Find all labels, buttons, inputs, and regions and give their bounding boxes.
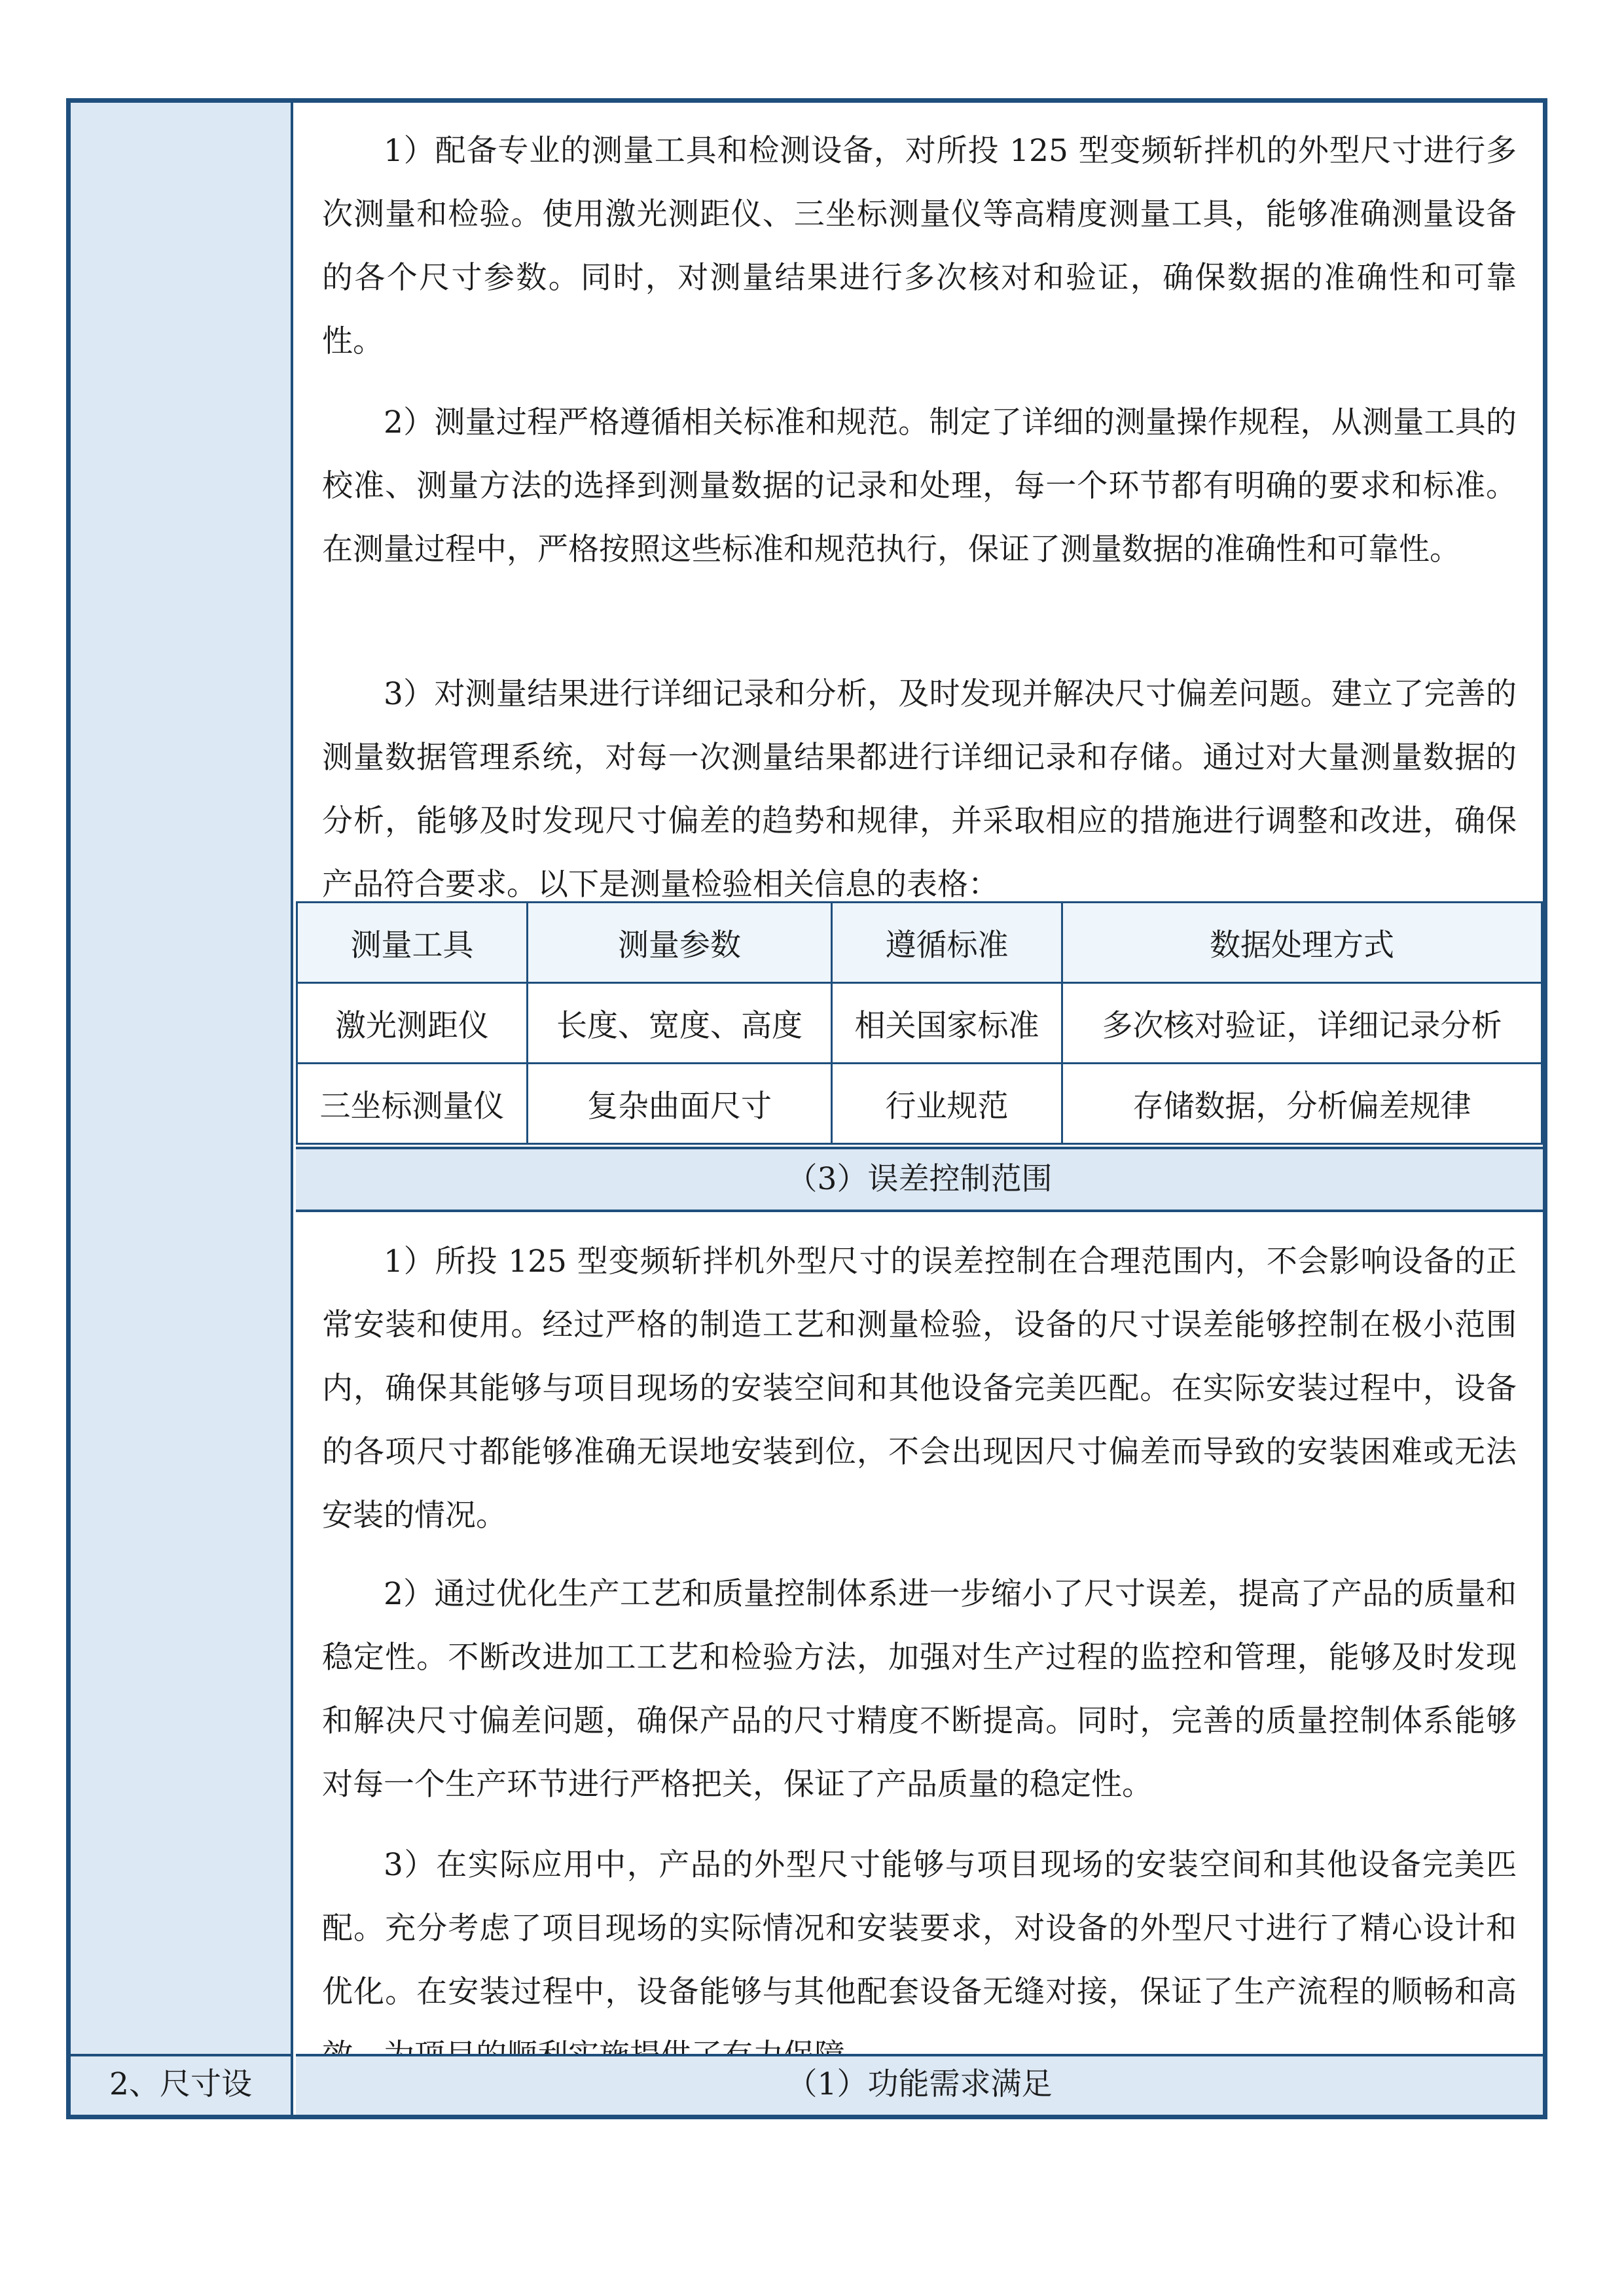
- paragraph-process-optimization: 2）通过优化生产工艺和质量控制体系进一步缩小了尺寸误差，提高了产品的质量和稳定性。不断改进加工工艺和检验方法，加强对生产过程的监控和管理，能够及时发现和解决尺寸偏差问题，确保产品的尺寸精度不断提高。同时，完善的质量控制体系能够对每一个生产环节进行严格把关，保证了产品质量的稳定性。: [322, 1576, 1517, 1803]
- table-header-cell: 遵循标准: [832, 903, 1062, 983]
- paragraph-measurement-records: 3）对测量结果进行详细记录和分析，及时发现并解决尺寸偏差问题。建立了完善的测量数据管理系统，对每一次测量结果都进行详细记录和存储。通过对大量测量数据的分析，能够及时发现尺寸偏差的趋势和规律，并采取相应的措施进行调整和改进，确保产品符合要求。以下是测量检验相关信息的表格：: [322, 676, 1517, 903]
- table-cell: 行业规范: [832, 1064, 1062, 1144]
- table-cell: 多次核对验证，详细记录分析: [1062, 983, 1542, 1064]
- row-label-size-design: 2、尺寸设: [71, 2054, 293, 2115]
- table-cell: 存储数据，分析偏差规律: [1062, 1064, 1542, 1144]
- paragraph-measurement-standards: 2）测量过程严格遵循相关标准和规范。制定了详细的测量操作规程，从测量工具的校准、测量方法的选择到测量数据的记录和处理，每一个环节都有明确的要求和标准。在测量过程中，严格按照这些标准和规范执行，保证了测量数据的准确性和可靠性。: [322, 404, 1517, 567]
- table-row: [297, 983, 1542, 1064]
- table-cell: 三坐标测量仪: [297, 1064, 528, 1144]
- table-header-cell: 测量工具: [297, 903, 528, 983]
- table-cell: 激光测距仪: [297, 983, 528, 1064]
- table-cell: 相关国家标准: [832, 983, 1062, 1064]
- paragraph-error-range: 1）所投 125 型变频斩拌机外型尺寸的误差控制在合理范围内，不会影响设备的正常安装和使用。经过严格的制造工艺和测量检验，设备的尺寸误差能够控制在极小范围内，确保其能够与项目现场的安装空间和其他设备完美匹配。在实际安装过程中，设备的各项尺寸都能够准确无误地安装到位，不会出现因尺寸偏差而导致的安装困难或无法安装的情况。: [322, 1244, 1517, 1534]
- document-table-frame: [66, 98, 1547, 2119]
- table-cell: 长度、宽度、高度: [528, 983, 832, 1064]
- left-label-column: [71, 103, 293, 2115]
- section-title-error-control: （3）误差控制范围: [296, 1147, 1543, 1212]
- table-header-row: [297, 903, 1542, 983]
- table-header-cell: 数据处理方式: [1062, 903, 1542, 983]
- measurement-table: [296, 901, 1543, 1145]
- section-title-function-requirements: （1）功能需求满足: [296, 2054, 1543, 2115]
- table-row: [297, 1064, 1542, 1144]
- paragraph-practical-application: 3）在实际应用中，产品的外型尺寸能够与项目现场的安装空间和其他设备完美匹配。充分考虑了项目现场的实际情况和安装要求，对设备的外型尺寸进行了精心设计和优化。在安装过程中，设备能够与其他配套设备无缝对接，保证了生产流程的顺畅和高: [322, 1847, 1517, 2010]
- paragraph-measurement-tools: 1）配备专业的测量工具和检测设备，对所投 125 型变频斩拌机的外型尺寸进行多次测量和检验。使用激光测距仪、三坐标测量仪等高精度测量工具，能够准确测量设备的各个尺寸参数。同时，对测量结果进行多次核对和验证，确保数据的准确性和可靠性。: [322, 133, 1517, 359]
- content-column: [296, 103, 1543, 2115]
- table-cell: 复杂曲面尺寸: [528, 1064, 832, 1144]
- table-header-cell: 测量参数: [528, 903, 832, 983]
